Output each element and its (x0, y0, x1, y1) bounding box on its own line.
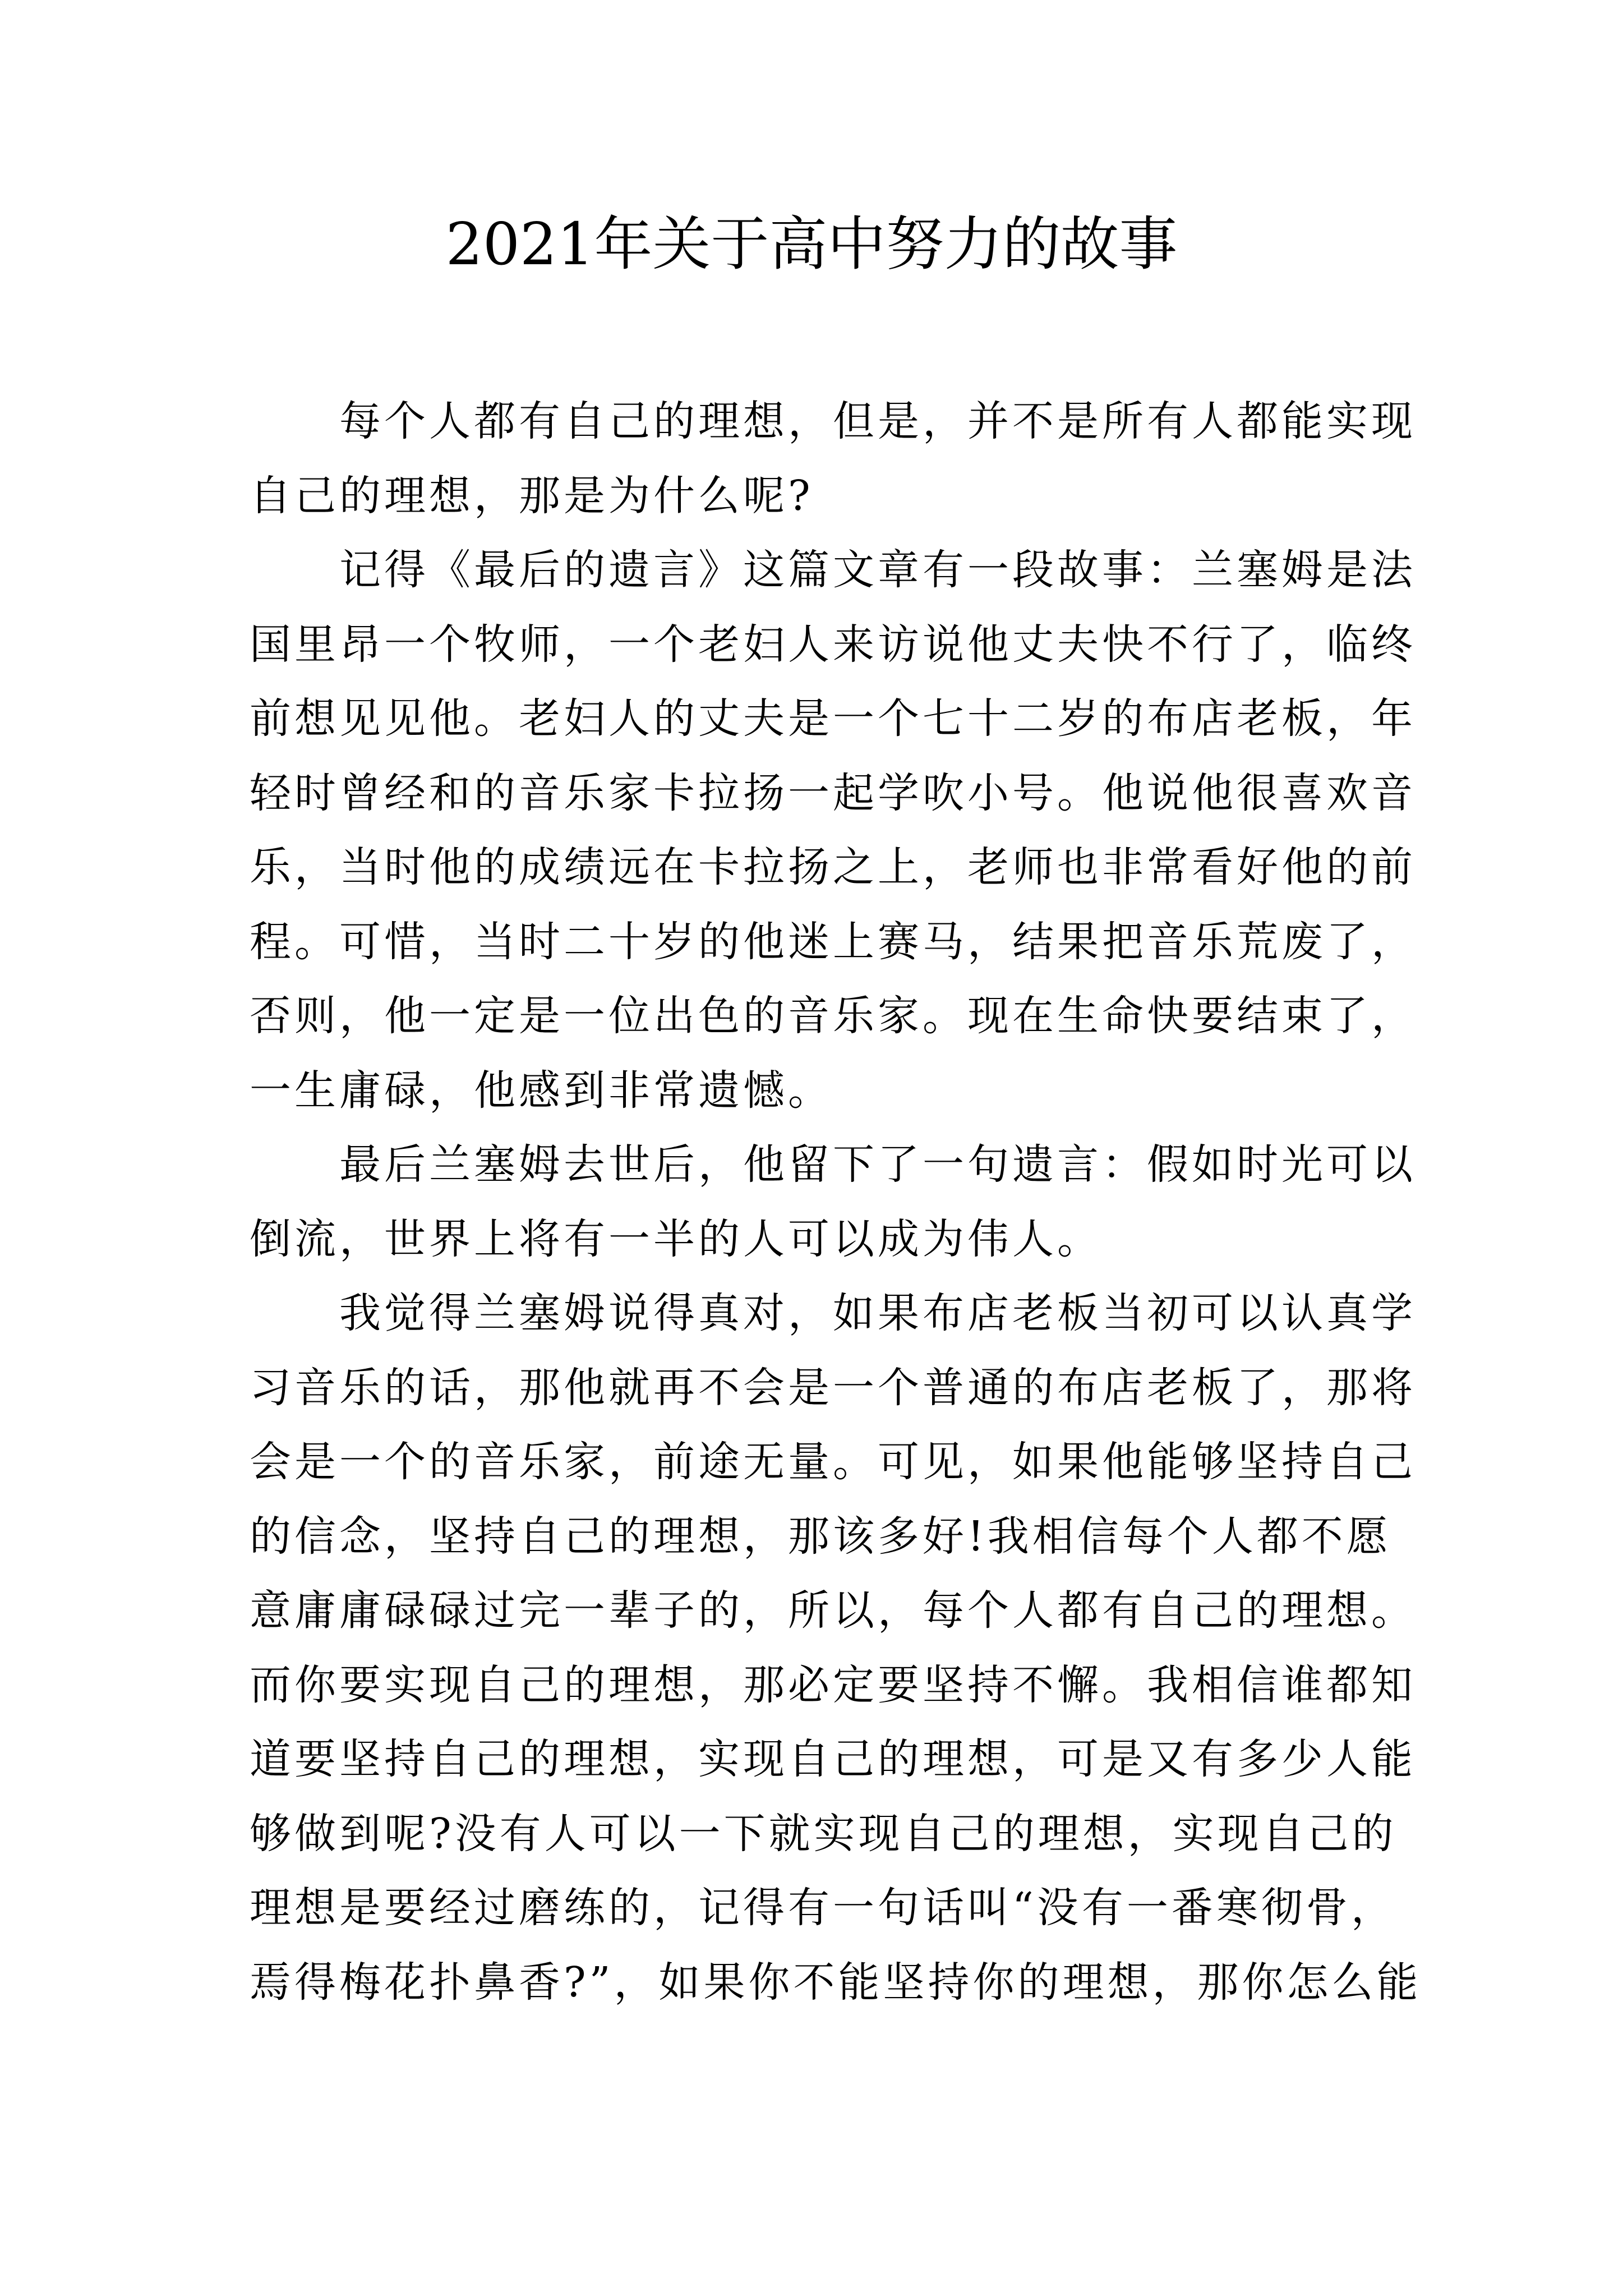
body-line: 最后兰塞姆去世后，他留下了一句遗言：假如时光可以 (339, 1140, 1416, 1189)
body-line: 自己的理想，那是为什么呢? (250, 471, 814, 520)
body-line: 我觉得兰塞姆说得真对，如果布店老板当初可以认真学 (339, 1289, 1416, 1337)
body-line: 的信念，坚持自己的理想，那该多好!我相信每个人都不愿 (250, 1512, 1391, 1561)
body-line: 够做到呢?没有人可以一下就实现自己的理想，实现自己的 (250, 1809, 1397, 1858)
body-line: 程。可惜，当时二十岁的他迷上赛马，结果把音乐荒废了， (250, 917, 1416, 966)
body-line: 前想见见他。老妇人的丈夫是一个七十二岁的布店老板，年 (250, 694, 1416, 743)
document-body (250, 384, 1422, 2019)
body-line: 记得《最后的遗言》这篇文章有一段故事：兰塞姆是法 (339, 546, 1416, 594)
body-line: 国里昂一个牧师，一个老妇人来访说他丈夫快不行了，临终 (250, 620, 1416, 669)
body-line: 会是一个的音乐家，前途无量。可见，如果他能够坚持自己 (250, 1438, 1416, 1486)
body-line: 一生庸碌，他感到非常遗憾。 (250, 1066, 833, 1115)
body-line: 道要坚持自己的理想，实现自己的理想，可是又有多少人能 (250, 1735, 1416, 1783)
body-line: 每个人都有自己的理想，但是，并不是所有人都能实现 (339, 397, 1416, 445)
document-title: 2021年关于高中努力的故事 (445, 210, 1178, 278)
body-line: 轻时曾经和的音乐家卡拉扬一起学吹小号。他说他很喜欢音 (250, 769, 1416, 817)
body-line: 习音乐的话，那他就再不会是一个普通的布店老板了，那将 (250, 1363, 1416, 1412)
body-line: 焉得梅花扑鼻香?”，如果你不能坚持你的理想，那你怎么能 (250, 1958, 1422, 2007)
body-line: 理想是要经过磨练的，记得有一句话叫“没有一番寒彻骨， (250, 1884, 1396, 1932)
body-line: 意庸庸碌碌过完一辈子的，所以，每个人都有自己的理想。 (250, 1586, 1416, 1635)
body-line: 倒流，世界上将有一半的人可以成为伟人。 (250, 1214, 1102, 1263)
body-line: 否则，他一定是一位出色的音乐家。现在生命快要结束了， (250, 992, 1416, 1040)
body-line: 乐，当时他的成绩远在卡拉扬之上，老师也非常看好他的前 (250, 843, 1416, 891)
body-line: 而你要实现自己的理想，那必定要坚持不懈。我相信谁都知 (250, 1660, 1416, 1709)
